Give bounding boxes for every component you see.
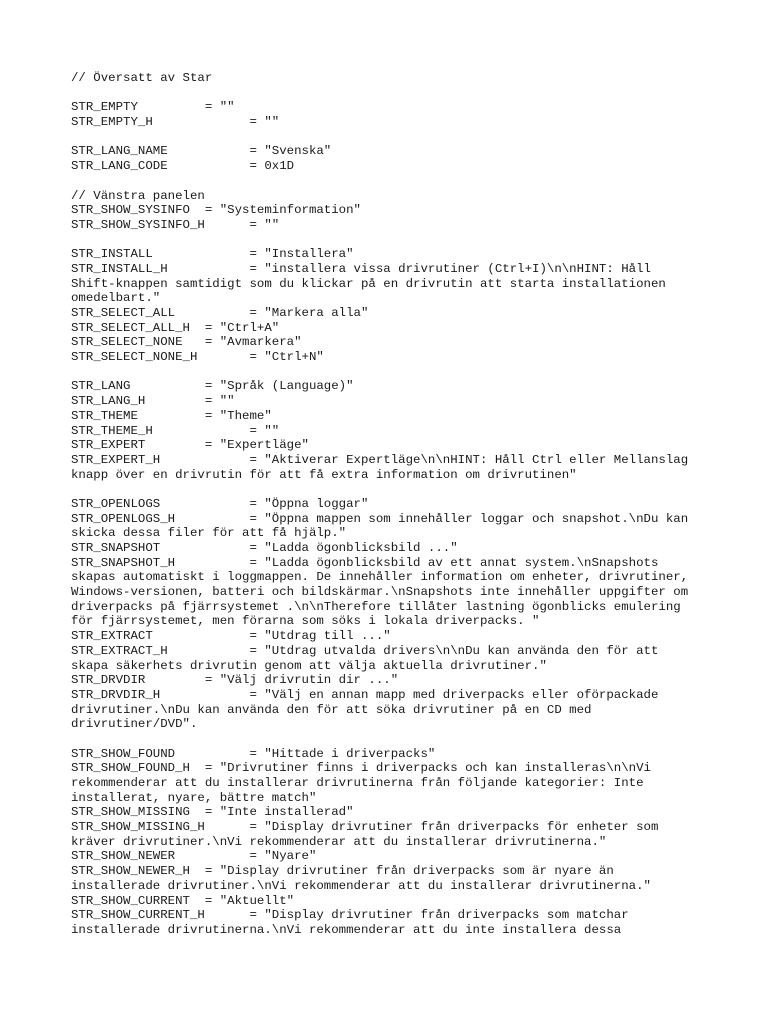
text-line: knapp över en drivrutin för att få extra information om drivrutinen" xyxy=(71,467,577,482)
text-line xyxy=(71,482,761,497)
text-line: STR_SHOW_MISSING_H = "Display drivrutiner från driverpacks för enheter som xyxy=(71,820,659,835)
text-line: STR_SHOW_CURRENT = "Aktuellt" xyxy=(71,893,295,908)
text-line: STR_EXPERT_H = "Aktiverar Expertläge\n\nHINT: Håll Ctrl eller Mellanslag xyxy=(71,452,689,467)
text-line: installerade drivrutinerna.\nVi rekommenderar att du inte installera dessa xyxy=(71,922,622,937)
text-line: STR_SNAPSHOT = "Ladda ögonblicksbild ..." xyxy=(71,541,458,555)
text-line: STR_LANG = "Språk (Language)" xyxy=(71,379,354,394)
text-line: kräver drivrutiner.\nVi rekommenderar att du installerar drivrutinerna." xyxy=(71,834,607,849)
text-line xyxy=(71,130,761,145)
text-line: STR_DRVDIR_H = "Välj en annan mapp med driverpacks eller oförpackade xyxy=(71,687,659,702)
text-line: STR_SELECT_ALL_H = "Ctrl+A" xyxy=(71,320,280,335)
text-line: // Översatt av Star xyxy=(71,71,213,85)
text-line: STR_THEME_H = "" xyxy=(71,423,280,438)
text-line: STR_OPENLOGS_H = "Öppna mappen som innehåller loggar och snapshot.\nDu kan xyxy=(71,511,689,526)
text-line: skapas automatiskt i loggmappen. De innehåller information om enheter, drivrutiner, xyxy=(71,570,689,585)
text-line: STR_EMPTY = "" xyxy=(71,100,235,115)
text-line: STR_SHOW_CURRENT_H = "Display drivrutiner från driverpacks som matchar xyxy=(71,908,629,923)
text-line: installerade drivrutiner.\nVi rekommenderar att du installerar drivrutinerna." xyxy=(71,878,651,893)
text-line: // Vänstra panelen xyxy=(71,188,205,203)
document-page xyxy=(71,71,761,938)
text-line: drivrutiner.\nDu kan använda den för att söka drivrutiner på en CD med xyxy=(71,702,592,717)
text-line xyxy=(71,732,761,747)
text-line: STR_SHOW_SYSINFO = "Systeminformation" xyxy=(71,203,361,218)
text-line: STR_INSTALL = "Installera" xyxy=(71,247,354,262)
text-line: Windows-versionen, batteri och bildskärmar.\nSnapshots inte innehåller uppgifter om xyxy=(71,585,689,600)
text-line: STR_LANG_NAME = "Svenska" xyxy=(71,144,332,159)
document-text xyxy=(71,71,761,938)
text-line: STR_SELECT_NONE = "Avmarkera" xyxy=(71,335,302,350)
text-line: omedelbart." xyxy=(71,291,161,306)
text-line: STR_SHOW_FOUND_H = "Drivrutiner finns i driverpacks och kan installeras\n\nVi xyxy=(71,761,651,776)
text-line: STR_SHOW_FOUND = "Hittade i driverpacks" xyxy=(71,746,436,761)
text-line: STR_EMPTY_H = "" xyxy=(71,115,280,130)
text-line: STR_LANG_CODE = 0x1D xyxy=(71,159,295,174)
text-line xyxy=(71,86,761,101)
text-line xyxy=(71,174,761,189)
text-line: STR_LANG_H = "" xyxy=(71,394,235,409)
text-line: STR_THEME = "Theme" xyxy=(71,408,272,423)
text-line: STR_EXPERT = "Expertläge" xyxy=(71,438,309,453)
text-line: Shift-knappen samtidigt som du klickar på en drivrutin att starta installationen xyxy=(71,276,666,291)
text-line xyxy=(71,365,761,380)
text-line: STR_DRVDIR = "Välj drivrutin dir ..." xyxy=(71,673,399,688)
text-line: STR_INSTALL_H = "installera vissa drivrutiner (Ctrl+I)\n\nHINT: Håll xyxy=(71,261,651,276)
text-line: STR_OPENLOGS = "Öppna loggar" xyxy=(71,496,369,511)
text-line: skicka dessa filer för att få hjälp." xyxy=(71,526,347,541)
text-line: STR_SHOW_NEWER_H = "Display drivrutiner från driverpacks som är nyare än xyxy=(71,864,614,879)
text-line: installerat, nyare, bättre match" xyxy=(71,790,317,805)
text-line: STR_SHOW_SYSINFO_H = "" xyxy=(71,217,280,232)
text-line: STR_EXTRACT = "Utdrag till ..." xyxy=(71,629,391,644)
text-line: STR_SNAPSHOT_H = "Ladda ögonblicksbild av ett annat system.\nSnapshots xyxy=(71,555,659,570)
text-line: STR_SELECT_ALL = "Markera alla" xyxy=(71,306,369,320)
text-line: rekommenderar att du installerar drivrutinerna från följande kategorier: Inte xyxy=(71,776,644,790)
text-line: STR_EXTRACT_H = "Utdrag utvalda drivers\n\nDu kan använda den för att xyxy=(71,643,659,658)
text-line: för fjärrsystemet, men förarna som söks i lokala driverpacks. " xyxy=(71,614,540,629)
text-line: STR_SHOW_MISSING = "Inte installerad" xyxy=(71,805,354,820)
text-line: STR_SELECT_NONE_H = "Ctrl+N" xyxy=(71,350,324,365)
text-line: driverpacks på fjärrsystemet .\n\nTherefore tillåter lastning ögonblicks emulering xyxy=(71,599,681,614)
text-line: skapa säkerhets drivrutin genom att välja aktuella drivrutiner." xyxy=(71,658,547,673)
text-line xyxy=(71,233,761,248)
text-line: drivrutiner/DVD". xyxy=(71,717,198,732)
text-line: STR_SHOW_NEWER = "Nyare" xyxy=(71,849,317,864)
